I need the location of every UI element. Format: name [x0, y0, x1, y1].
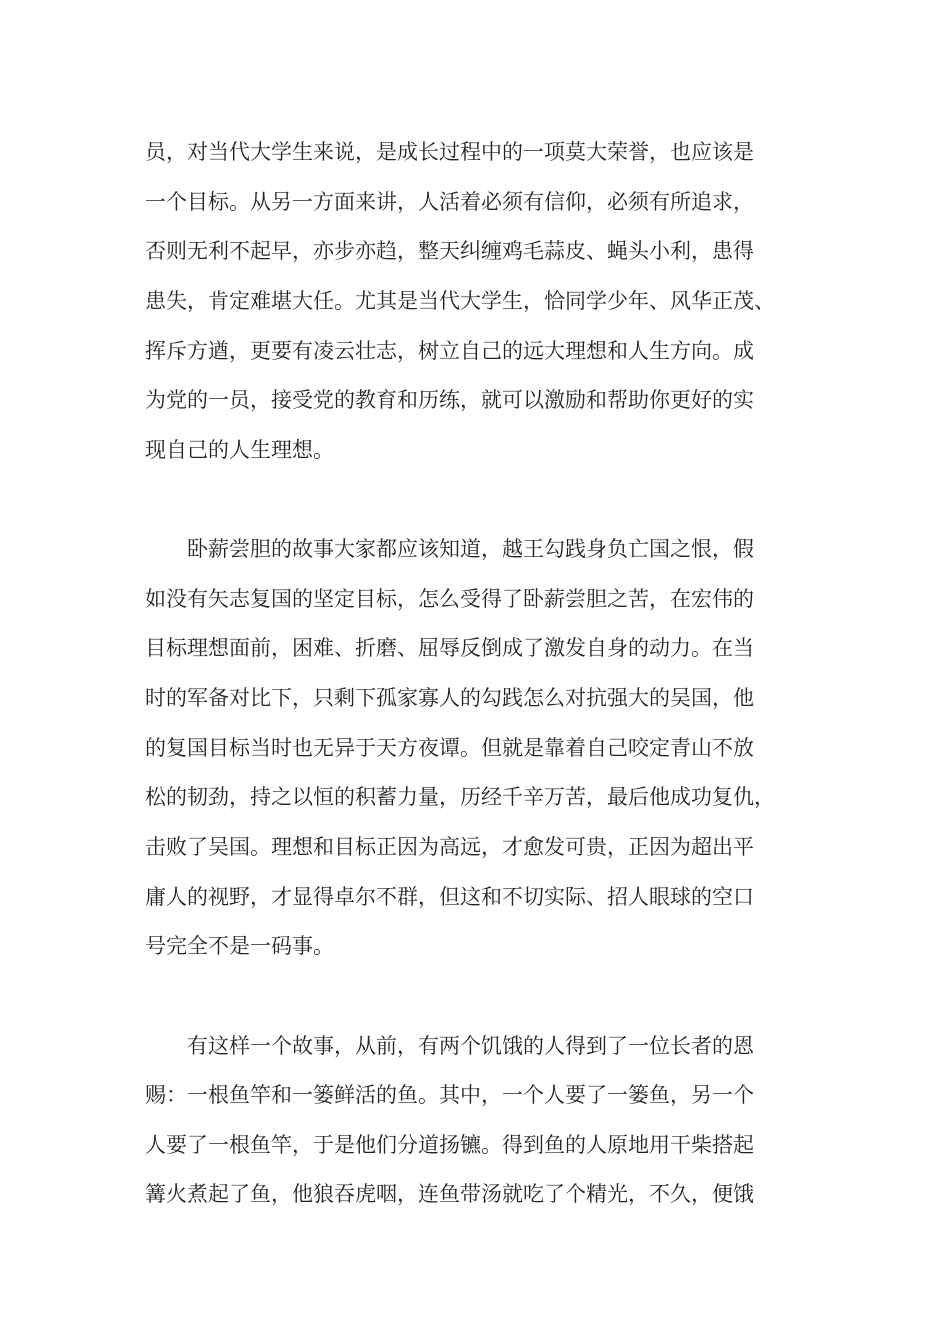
paragraph-1-line-3: 否则无利不起早，亦步亦趋，整天纠缠鸡毛蒜皮、蝇头小利，患得 [145, 239, 754, 263]
paragraph-2-line-2: 如没有矢志复国的坚定目标，怎么受得了卧薪尝胆之苦，在宏伟的 [145, 587, 754, 611]
paragraph-2-line-8: 庸人的视野，才显得卓尔不群，但这和不切实际、招人眼球的空口 [145, 885, 754, 909]
paragraph-2-line-4: 时的军备对比下，只剩下孤家寡人的勾践怎么对抗强大的吴国，他 [145, 686, 754, 710]
paragraph-2-line-7: 击败了吴国。理想和目标正因为高远，才愈发可贵，正因为超出平 [145, 835, 754, 859]
paragraph-1-line-5: 挥斥方遒，更要有凌云壮志，树立自己的远大理想和人生方向。成 [145, 339, 754, 363]
paragraph-3-line-2: 赐：一根鱼竿和一篓鲜活的鱼。其中，一个人要了一篓鱼，另一个 [145, 1083, 754, 1107]
paragraph-2-line-1: 卧薪尝胆的故事大家都应该知道，越王勾践身负亡国之恨，假 [187, 537, 754, 561]
paragraph-1-line-1: 员，对当代大学生来说，是成长过程中的一项莫大荣誉，也应该是 [145, 140, 754, 164]
paragraph-2-line-6: 松的韧劲，持之以恒的积蓄力量，历经千辛万苦，最后他成功复仇， [145, 785, 775, 809]
paragraph-1-line-4: 患失，肯定难堪大任。尤其是当代大学生，恰同学少年、风华正茂、 [145, 289, 775, 313]
paragraph-3-line-3: 人要了一根鱼竿，于是他们分道扬镳。得到鱼的人原地用干柴搭起 [145, 1133, 754, 1157]
paragraph-3-line-1: 有这样一个故事，从前，有两个饥饿的人得到了一位长者的恩 [187, 1034, 754, 1058]
paragraph-2-line-3: 目标理想面前，困难、折磨、屈辱反倒成了激发自身的动力。在当 [145, 636, 754, 660]
paragraph-1-line-7: 现自己的人生理想。 [145, 438, 334, 462]
paragraph-3-line-4: 篝火煮起了鱼，他狼吞虎咽，连鱼带汤就吃了个精光，不久，便饿 [145, 1182, 754, 1206]
paragraph-2-line-5: 的复国目标当时也无异于天方夜谭。但就是靠着自己咬定青山不放 [145, 736, 754, 760]
paragraph-2-line-9: 号完全不是一码事。 [145, 934, 334, 958]
paragraph-1-line-6: 为党的一员，接受党的教育和历练，就可以激励和帮助你更好的实 [145, 388, 754, 412]
paragraph-1-line-2: 一个目标。从另一方面来讲，人活着必须有信仰，必须有所追求， [145, 190, 754, 214]
